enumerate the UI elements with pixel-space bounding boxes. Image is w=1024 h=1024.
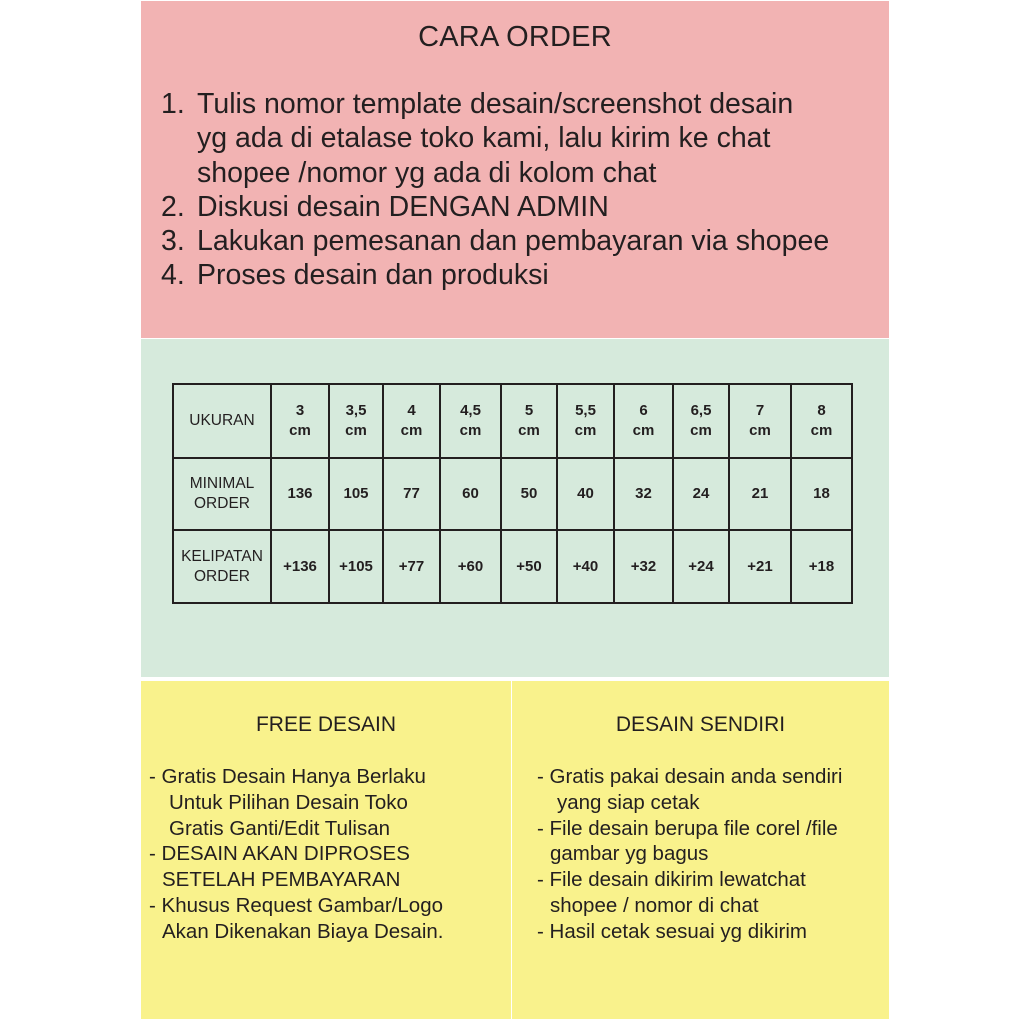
step-number: 2. [161, 190, 185, 223]
row-header-minimal-order [173, 458, 271, 530]
size-cell [614, 384, 673, 458]
step-number: 4. [161, 259, 185, 292]
size-unit: cm [574, 422, 597, 439]
step-text: Tulis nomor template desain/screenshot desain [197, 88, 794, 120]
size-value: 3 [295, 402, 305, 419]
cara-order-title: CARA ORDER [418, 21, 612, 53]
minimal-order-cell: 40 [557, 458, 614, 530]
row-header-text: MINIMAL [189, 475, 255, 492]
row-header-kelipatan-order [173, 530, 271, 603]
size-value: 5 [524, 402, 534, 419]
minimal-order-cell: 60 [440, 458, 501, 530]
step-text: Lakukan pemesanan dan pembayaran via shopee [197, 225, 830, 258]
free-desain-line: SETELAH PEMBAYARAN [162, 868, 401, 892]
desain-sendiri-title: DESAIN SENDIRI [615, 713, 786, 736]
size-cell [383, 384, 440, 458]
minimal-order-cell: 77 [383, 458, 440, 530]
order-steps-list [161, 87, 917, 293]
free-desain-line: Gratis Ganti/Edit Tulisan [169, 816, 391, 840]
kelipatan-order-cell: +50 [501, 530, 557, 603]
size-value: 7 [755, 402, 765, 419]
free-desain-panel [141, 681, 511, 1019]
size-order-table [172, 383, 853, 604]
size-cell [271, 384, 329, 458]
kelipatan-order-cell: +32 [614, 530, 673, 603]
size-cell [729, 384, 791, 458]
size-unit: cm [690, 422, 712, 439]
free-desain-line: - DESAIN AKAN DIPROSES [149, 842, 410, 866]
desain-sendiri-line: gambar yg bagus [550, 842, 709, 866]
order-step [161, 87, 917, 190]
desain-sendiri-list [537, 764, 842, 945]
cara-order-panel [141, 1, 889, 338]
size-cell [501, 384, 557, 458]
minimal-order-cell: 32 [614, 458, 673, 530]
size-value: 4 [407, 402, 416, 419]
desain-sendiri-line: - Hasil cetak sesuai yg dikirim [537, 919, 807, 943]
minimal-order-row [173, 458, 852, 530]
free-desain-list [149, 764, 443, 945]
size-unit: cm [400, 422, 423, 439]
free-desain-line: Untuk Pilihan Desain Toko [169, 790, 408, 814]
size-cell [440, 384, 501, 458]
step-text: yg ada di etalase toko kami, lalu kirim ke chat [197, 122, 771, 155]
row-header-text: ORDER [194, 567, 250, 585]
kelipatan-order-cell: +77 [383, 530, 440, 603]
minimal-order-cell: 50 [501, 458, 557, 530]
desain-sendiri-panel [512, 681, 889, 1019]
free-desain-line: - Khusus Request Gambar/Logo [149, 893, 443, 917]
kelipatan-order-cell: +40 [557, 530, 614, 603]
size-unit: cm [345, 422, 367, 439]
order-step [161, 190, 917, 224]
kelipatan-order-cell: +21 [729, 530, 791, 603]
order-step [161, 224, 917, 258]
size-unit: cm [289, 422, 311, 439]
desain-sendiri-line: shopee / nomor di chat [550, 893, 759, 917]
size-value: 4,5 [460, 402, 481, 419]
desain-sendiri-line: - File desain dikirim lewatchat [537, 868, 806, 892]
size-value: 6,5 [690, 402, 712, 419]
row-header-text: ORDER [194, 495, 250, 512]
minimal-order-cell: 21 [729, 458, 791, 530]
free-desain-line: - Gratis Desain Hanya Berlaku [149, 765, 426, 788]
size-unit: cm [632, 422, 655, 439]
size-unit: cm [518, 422, 540, 439]
step-text: shopee /nomor yg ada di kolom chat [197, 156, 657, 189]
step-text: Diskusi desain DENGAN ADMIN [197, 190, 609, 223]
kelipatan-order-cell: +105 [329, 530, 383, 603]
free-desain-line: Akan Dikenakan Biaya Desain. [162, 919, 444, 943]
step-number: 1. [161, 88, 185, 120]
order-step [161, 258, 917, 292]
size-cell [329, 384, 383, 458]
kelipatan-order-cell: +60 [440, 530, 501, 603]
row-header-text: KELIPATAN [181, 547, 263, 565]
size-unit: cm [810, 422, 833, 439]
size-cell [557, 384, 614, 458]
size-cell [791, 384, 852, 458]
size-unit: cm [459, 422, 482, 439]
minimal-order-cell: 24 [673, 458, 729, 530]
minimal-order-cell: 105 [329, 458, 383, 530]
kelipatan-order-cell: +136 [271, 530, 329, 603]
step-number: 3. [161, 225, 185, 258]
row-header-ukuran [173, 384, 271, 458]
size-unit: cm [749, 422, 771, 439]
minimal-order-cell: 136 [271, 458, 329, 530]
minimal-order-cell: 18 [791, 458, 852, 530]
free-desain-title: FREE DESAIN [255, 713, 397, 736]
size-row [173, 384, 852, 458]
size-value: 3,5 [345, 402, 367, 419]
size-value: 6 [639, 402, 648, 419]
kelipatan-order-cell: +24 [673, 530, 729, 603]
size-value: 5,5 [575, 402, 596, 419]
kelipatan-order-row [173, 530, 852, 603]
step-text: Proses desain dan produksi [197, 259, 549, 292]
desain-sendiri-line: yang siap cetak [557, 790, 700, 814]
size-value: 8 [817, 402, 826, 419]
desain-sendiri-line: - File desain berupa file corel /file [537, 816, 838, 840]
row-header-text: UKURAN [189, 412, 255, 429]
size-cell [673, 384, 729, 458]
desain-sendiri-line: - Gratis pakai desain anda sendiri [537, 765, 843, 788]
kelipatan-order-cell: +18 [791, 530, 852, 603]
